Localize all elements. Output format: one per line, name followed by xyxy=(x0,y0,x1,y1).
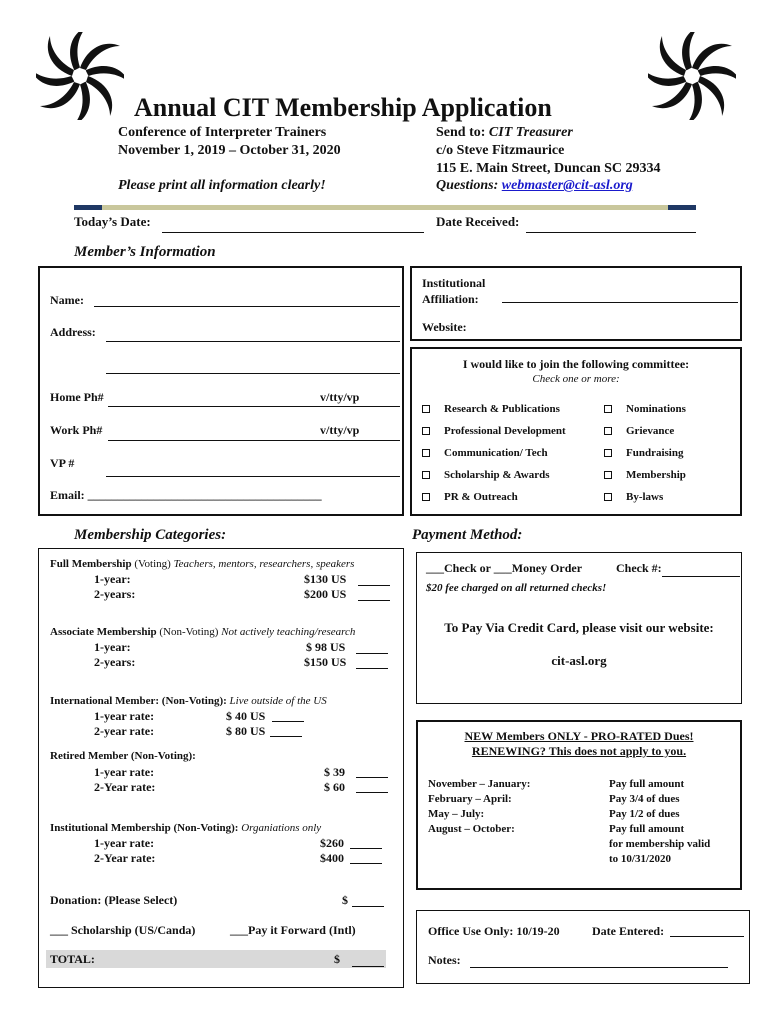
donation-field[interactable] xyxy=(352,906,384,907)
total-label: TOTAL: xyxy=(50,952,95,966)
committee-option[interactable] xyxy=(604,469,686,481)
checkbox[interactable] xyxy=(422,471,430,479)
committee-option-label: Grievance xyxy=(626,425,675,437)
prorated-heading-1: NEW Members ONLY - PRO-RATED Dues! xyxy=(464,729,694,743)
affiliation-label-2: Affiliation: xyxy=(422,292,479,306)
committee-option[interactable] xyxy=(422,425,566,437)
committee-option-label: Communication/ Tech xyxy=(444,447,548,459)
committee-option-label: By-laws xyxy=(626,491,664,503)
checkbox[interactable] xyxy=(604,427,612,435)
membership-dates: November 1, 2019 – October 31, 2020 xyxy=(118,143,341,158)
date-entered-label: Date Entered: xyxy=(592,924,665,938)
home-phone-label: Home Ph# xyxy=(50,390,104,404)
intl-1-year-field[interactable] xyxy=(272,721,304,722)
full-desc: Teachers, mentors, researchers, speakers xyxy=(173,558,355,570)
committee-option-label: PR & Outreach xyxy=(444,491,518,503)
total-field[interactable] xyxy=(352,966,384,967)
assoc-1-year-label: 1-year: xyxy=(94,640,131,654)
categories-heading: Membership Categories: xyxy=(74,527,227,543)
header-rule-right-accent xyxy=(668,205,696,210)
donation-dollar: $ xyxy=(342,893,348,907)
categories-box xyxy=(38,548,404,988)
notes-label: Notes: xyxy=(428,953,461,967)
total-dollar: $ xyxy=(334,952,340,966)
affiliation-label-1: Institutional xyxy=(422,276,486,290)
vp-field[interactable] xyxy=(106,476,400,477)
work-phone-vtty: v/tty/vp xyxy=(320,423,360,437)
committee-option[interactable] xyxy=(604,491,663,503)
office-use-label: Office Use Only: 10/19-20 xyxy=(428,924,560,938)
full-2-year-field[interactable] xyxy=(358,600,390,601)
email-label[interactable]: Email: _______________________________________ xyxy=(50,488,322,502)
inst-1-year-label: 1-year rate: xyxy=(94,836,155,850)
address-field-1[interactable] xyxy=(106,341,400,342)
inst-1-year-price: $260 xyxy=(320,836,344,850)
check-number-field[interactable] xyxy=(662,576,740,577)
home-phone-field[interactable] xyxy=(108,406,400,407)
full-2-year-label: 2-years: xyxy=(94,587,136,601)
inst-desc: Organiations only xyxy=(241,822,322,834)
send-to-address: 115 E. Main Street, Duncan SC 29334 xyxy=(436,161,661,176)
retired-2-year-price: $ 60 xyxy=(324,780,345,794)
donation-label: Donation: (Please Select) xyxy=(50,893,178,907)
checkbox[interactable] xyxy=(604,449,612,457)
print-note: Please print all information clearly! xyxy=(118,178,326,193)
send-to xyxy=(436,125,573,141)
org-name: Conference of Interpreter Trainers xyxy=(118,125,327,140)
name-field[interactable] xyxy=(94,306,400,307)
full-2-year-price: $200 US xyxy=(304,587,347,601)
checkbox[interactable] xyxy=(422,405,430,413)
affiliation-field[interactable] xyxy=(502,302,738,303)
send-to-value: CIT Treasurer xyxy=(488,125,573,140)
inst-1-year-field[interactable] xyxy=(350,848,382,849)
home-phone-vtty: v/tty/vp xyxy=(320,390,360,404)
intl-2-year-field[interactable] xyxy=(270,736,302,737)
questions-email-link[interactable]: webmaster@cit-asl.org xyxy=(501,178,633,193)
committee-option-label: Fundraising xyxy=(626,447,684,459)
assoc-2-year-field[interactable] xyxy=(356,668,388,669)
committee-subheading: Check one or more: xyxy=(532,373,620,385)
send-to-label: Send to: xyxy=(436,125,486,140)
committee-option-label: Scholarship & Awards xyxy=(444,469,550,481)
website-label: Website: xyxy=(422,320,467,334)
committee-option[interactable] xyxy=(604,447,683,459)
checkbox[interactable] xyxy=(604,493,612,501)
retired-2-year-label: 2-Year rate: xyxy=(94,780,156,794)
prorated-heading-2: RENEWING? This does not apply to you. xyxy=(471,744,687,758)
committee-option[interactable] xyxy=(604,403,686,415)
intl-2-year-price: $ 80 US xyxy=(226,724,266,738)
notes-field[interactable] xyxy=(470,967,728,968)
assoc-1-year-price: $ 98 US xyxy=(306,640,346,654)
date-received-label: Date Received: xyxy=(436,214,520,229)
full-membership-title xyxy=(50,558,354,570)
inst-2-year-price: $400 xyxy=(320,851,344,865)
assoc-2-year-price: $150 US xyxy=(304,655,347,669)
name-label: Name: xyxy=(50,293,84,307)
office-use-box xyxy=(416,910,750,984)
assoc-1-year-field[interactable] xyxy=(356,653,388,654)
full-1-year-field[interactable] xyxy=(358,585,390,586)
full-title: Full Membership xyxy=(50,558,132,570)
checkbox[interactable] xyxy=(422,449,430,457)
pay-forward-option[interactable]: ___Pay it Forward (Intl) xyxy=(230,923,356,937)
intl-desc: Live outside of the US xyxy=(229,695,327,707)
questions xyxy=(436,178,633,194)
header-rule xyxy=(74,205,696,210)
send-to-co: c/o Steve Fitzmaurice xyxy=(436,143,565,158)
assoc-2-year-label: 2-years: xyxy=(94,655,136,669)
committee-option[interactable] xyxy=(422,447,548,459)
date-entered-field[interactable] xyxy=(670,936,744,937)
credit-card-note: To Pay Via Credit Card, please visit our website: xyxy=(444,620,714,635)
work-phone-field[interactable] xyxy=(108,440,400,441)
questions-label: Questions: xyxy=(436,178,499,193)
check-number-label: Check #: xyxy=(616,561,662,575)
prorated-period: November – January: xyxy=(428,778,531,790)
committee-heading: I would like to join the following committee: xyxy=(462,357,690,371)
prorated-amount: Pay full amount xyxy=(609,823,685,835)
inst-title: Institutional Membership (Non-Voting): xyxy=(50,822,239,834)
intl-1-year-price: $ 40 US xyxy=(226,709,266,723)
full-1-year-price: $130 US xyxy=(304,572,347,586)
cit-logo-right xyxy=(648,32,736,120)
committee-option-label: Professional Development xyxy=(444,425,566,437)
retired-title: Retired Member (Non-Voting): xyxy=(50,750,196,762)
inst-2-year-field[interactable] xyxy=(350,863,382,864)
checkbox[interactable] xyxy=(604,405,612,413)
prorated-period: February – April: xyxy=(428,793,512,805)
date-received-field[interactable] xyxy=(526,232,696,233)
retired-2-year-field[interactable] xyxy=(356,792,388,793)
address-label: Address: xyxy=(50,325,96,339)
committee-option[interactable] xyxy=(422,469,550,481)
vp-label: VP # xyxy=(50,456,75,470)
prorated-amount: Pay full amount xyxy=(609,778,685,790)
check-or-money-order[interactable]: ___Check or ___Money Order xyxy=(426,561,583,575)
returned-check-fee: $20 fee charged on all returned checks! xyxy=(426,582,607,594)
website-url[interactable]: cit-asl.org xyxy=(551,653,607,668)
prorated-period: August – October: xyxy=(428,823,515,835)
prorated-amount: to 10/31/2020 xyxy=(609,853,672,865)
todays-date-label: Today’s Date: xyxy=(74,214,151,229)
intl-2-year-label: 2-year rate: xyxy=(94,724,155,738)
prorated-amount: for membership valid xyxy=(609,838,711,850)
assoc-title: Associate Membership xyxy=(50,626,157,638)
inst-2-year-label: 2-Year rate: xyxy=(94,851,156,865)
checkbox[interactable] xyxy=(422,493,430,501)
member-info-heading: Member’s Information xyxy=(74,244,216,260)
committee-option-label: Membership xyxy=(626,469,686,481)
prorated-period: May – July: xyxy=(428,808,485,820)
full-type: (Voting) xyxy=(134,558,171,570)
retired-1-year-label: 1-year rate: xyxy=(94,765,155,779)
retired-1-year-price: $ 39 xyxy=(324,765,345,779)
assoc-type: (Non-Voting) xyxy=(159,626,219,638)
work-phone-label: Work Ph# xyxy=(50,423,103,437)
committee-option[interactable] xyxy=(422,491,518,503)
intl-title: International Member: (Non-Voting): xyxy=(50,695,227,707)
assoc-membership-title xyxy=(50,626,355,638)
checkbox[interactable] xyxy=(422,427,430,435)
cit-logo-left xyxy=(36,32,124,120)
prorated-amount: Pay 1/2 of dues xyxy=(609,808,680,820)
prorated-amount: Pay 3/4 of dues xyxy=(609,793,680,805)
retired-1-year-field[interactable] xyxy=(356,777,388,778)
committee-option-label: Research & Publications xyxy=(444,403,560,415)
scholarship-option[interactable]: ___ Scholarship (US/Canda) xyxy=(50,923,196,937)
intl-membership-title xyxy=(50,695,327,707)
inst-membership-title xyxy=(50,822,321,834)
checkbox[interactable] xyxy=(604,471,612,479)
committee-option[interactable] xyxy=(604,425,674,437)
intl-1-year-label: 1-year rate: xyxy=(94,709,155,723)
address-field-2[interactable] xyxy=(106,373,400,374)
page-title: Annual CIT Membership Application xyxy=(134,93,552,122)
todays-date-field[interactable] xyxy=(162,232,424,233)
full-1-year-label: 1-year: xyxy=(94,572,131,586)
header-rule-left-accent xyxy=(74,205,102,210)
committee-option-label: Nominations xyxy=(626,403,686,415)
committee-option[interactable] xyxy=(422,403,560,415)
payment-heading: Payment Method: xyxy=(412,527,523,543)
assoc-desc: Not actively teaching/research xyxy=(221,626,356,638)
